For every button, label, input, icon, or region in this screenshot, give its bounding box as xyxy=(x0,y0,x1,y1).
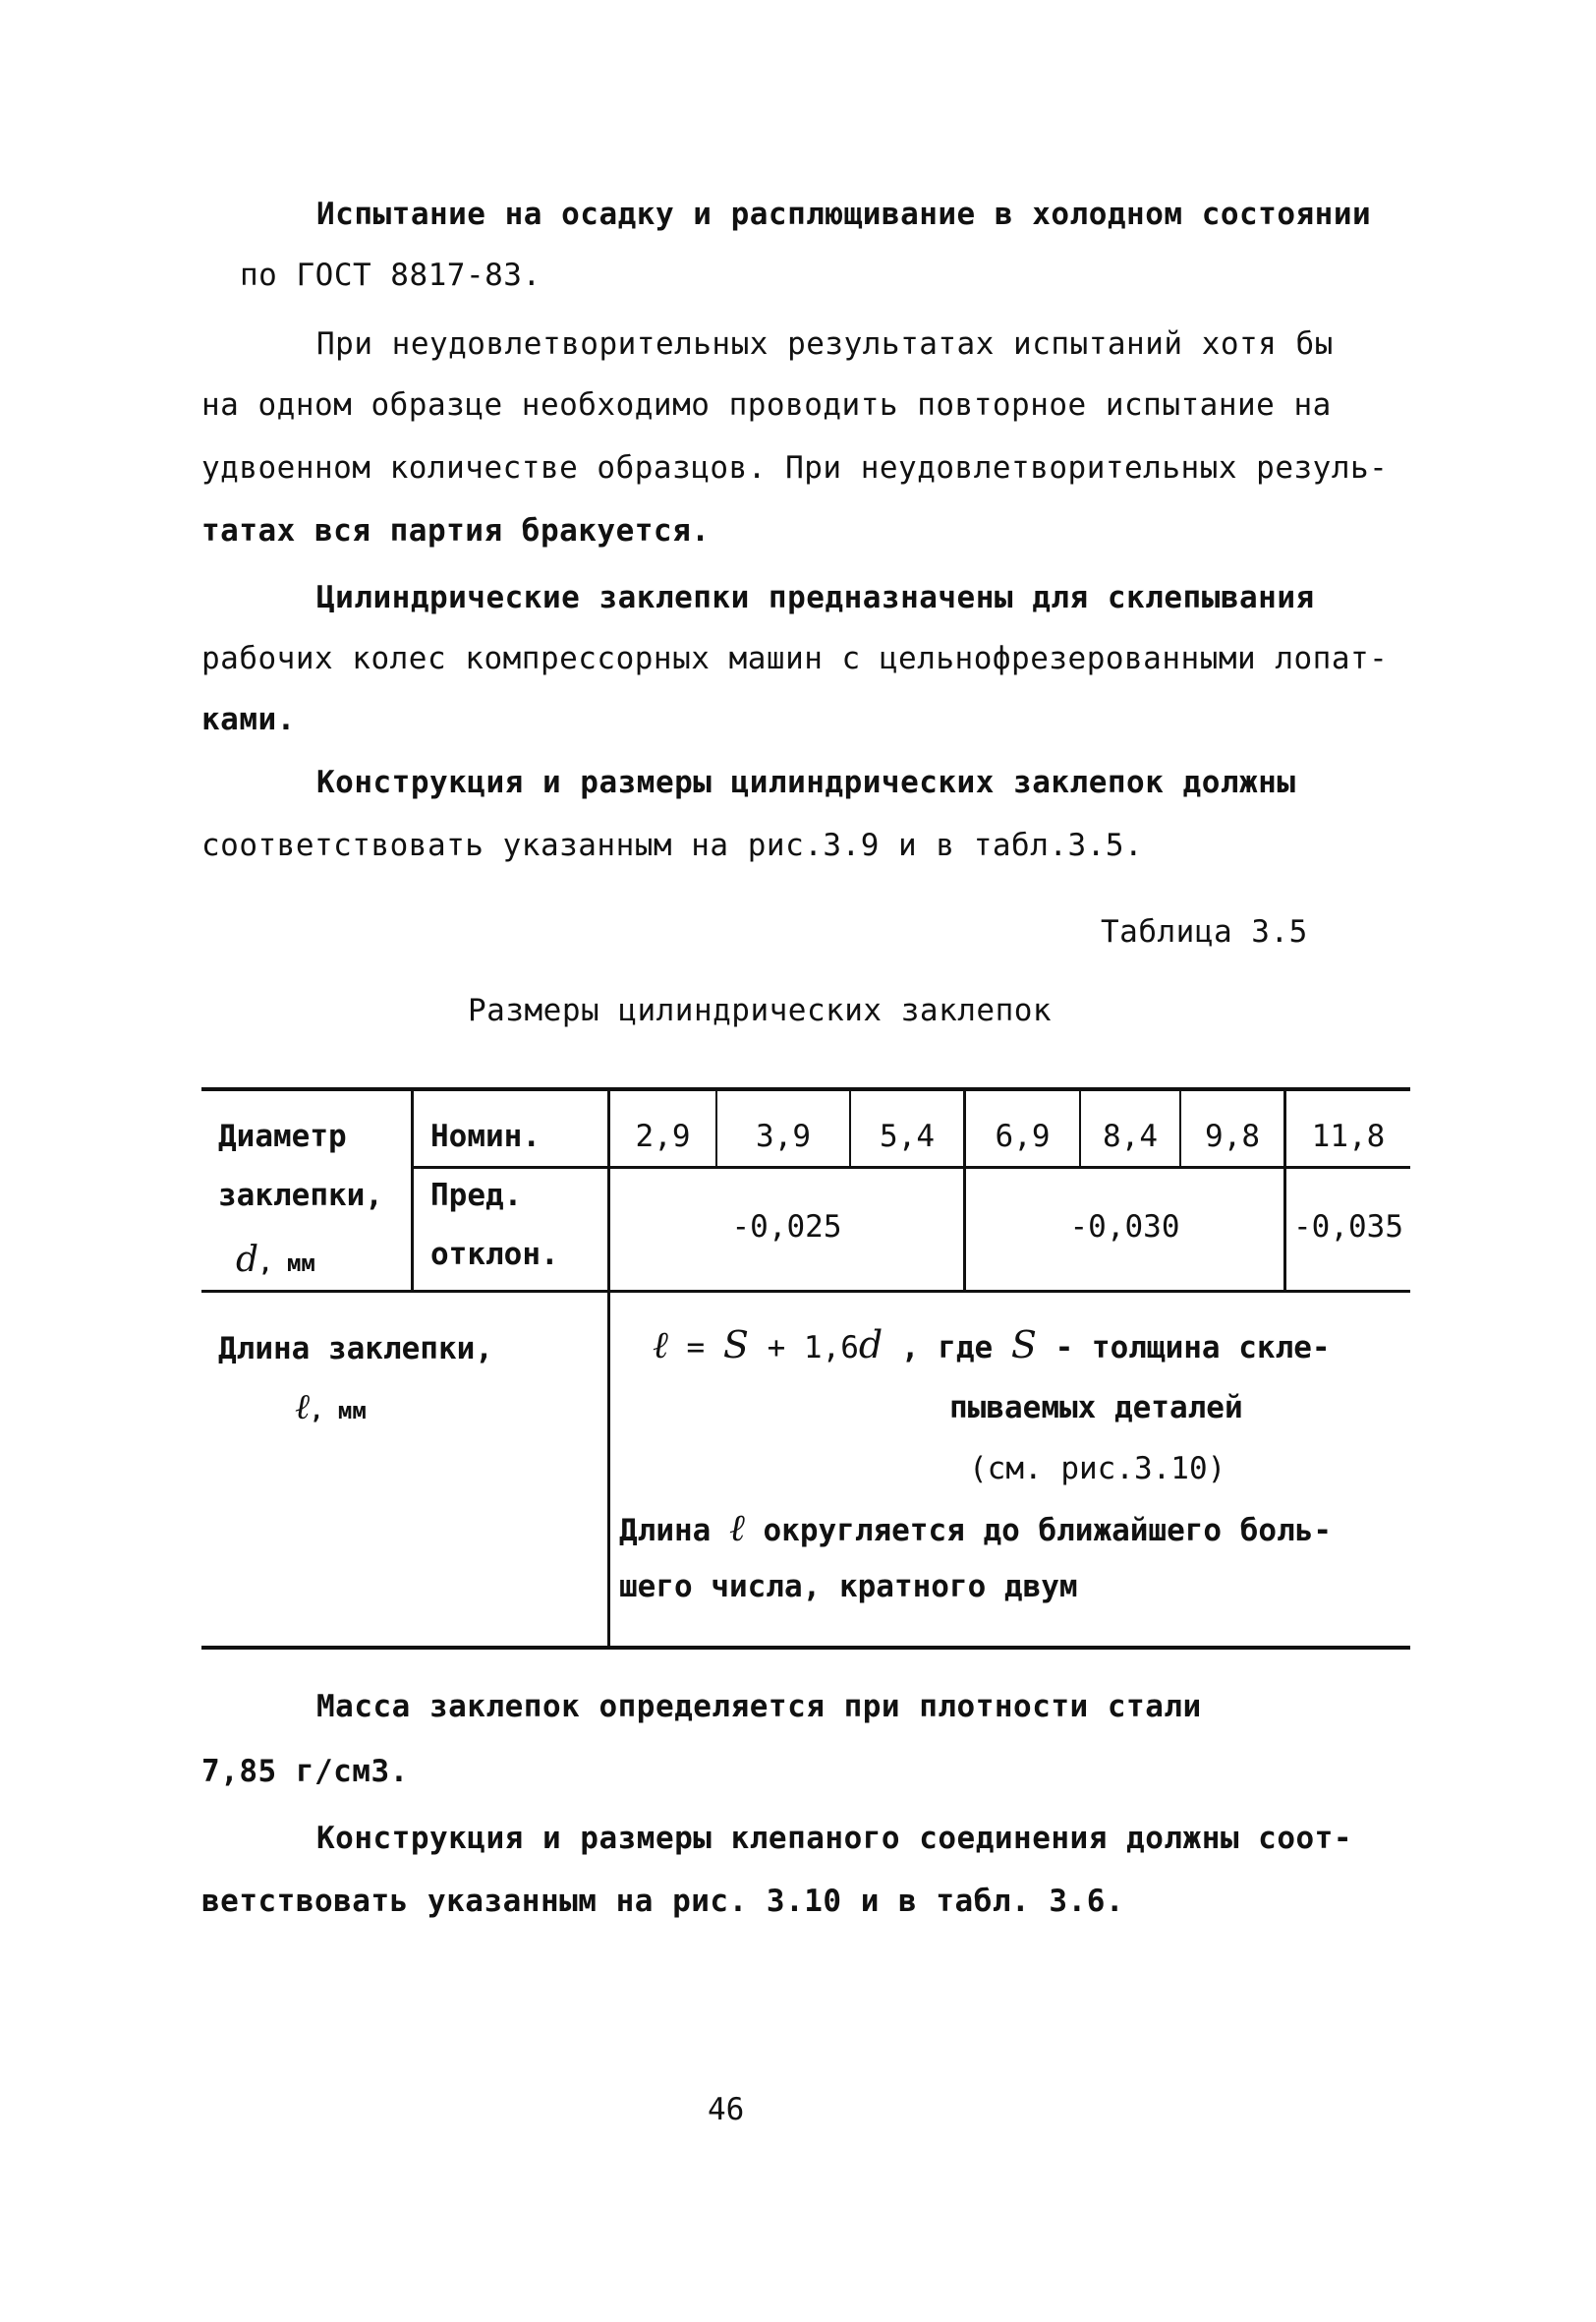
length-symbol: ℓ xyxy=(295,1387,310,1427)
paragraph-line: татах вся партия бракуется. xyxy=(201,513,711,549)
nominal-value: 3,9 xyxy=(756,1119,811,1154)
paragraph-line: ками. xyxy=(201,702,296,737)
paragraph-line: Масса заклепок определяется при плотности стали xyxy=(316,1689,1202,1724)
paragraph-line: удвоенном количестве образцов. При неудовлетворительных резуль- xyxy=(201,450,1389,486)
table-col-divider xyxy=(411,1087,414,1292)
nominal-value: 11,8 xyxy=(1311,1119,1386,1154)
formula-description: пываемых деталей xyxy=(949,1390,1243,1425)
table-caption: Размеры цилиндрических заклепок xyxy=(468,993,1053,1028)
nominal-value: 2,9 xyxy=(635,1119,691,1154)
nominal-value: 6,9 xyxy=(995,1119,1051,1154)
deviation-label: отклон. xyxy=(430,1237,559,1272)
nominal-value: 5,4 xyxy=(880,1119,935,1154)
paragraph-line: рабочих колес компрессорных машин с цельнофрезерованными лопат- xyxy=(201,641,1389,676)
formula-reference: (см. рис.3.10) xyxy=(969,1451,1226,1486)
unit-label: , мм xyxy=(310,1397,367,1424)
deviation-value: -0,030 xyxy=(1069,1209,1180,1245)
length-symbol: ℓ xyxy=(729,1506,745,1549)
unit-label: , мм xyxy=(258,1249,315,1277)
formula-description: - толщина скле- xyxy=(1054,1330,1331,1365)
length-formula xyxy=(653,1325,1331,1367)
table-number: Таблица 3.5 xyxy=(1101,914,1308,950)
table-top-border xyxy=(201,1087,1410,1091)
table-row-header-unit xyxy=(236,1241,315,1283)
paragraph-line: Конструкция и размеры клепаного соединения должны соот- xyxy=(316,1821,1352,1856)
length-symbol: ℓ xyxy=(653,1323,668,1366)
table-row-header: Длина заклепки, xyxy=(218,1331,493,1366)
formula-equals: = xyxy=(686,1330,706,1365)
paragraph-line: по ГОСТ 8817-83. xyxy=(240,258,542,293)
page-number: 46 xyxy=(708,2092,745,2127)
paragraph-line: 7,85 г/см3. xyxy=(201,1754,409,1789)
table-bottom-border xyxy=(201,1646,1410,1650)
deviation-label: Пред. xyxy=(430,1178,523,1213)
formula-coefficient: + 1,6 xyxy=(767,1330,859,1365)
paragraph-line: соответствовать указанным на рис.3.9 и в табл.3.5. xyxy=(201,828,1144,863)
table-row-header: заклепки, xyxy=(218,1178,383,1213)
deviation-value: -0,025 xyxy=(731,1209,842,1245)
thickness-symbol: S xyxy=(722,1323,749,1366)
table-row-divider xyxy=(201,1290,1410,1293)
diameter-symbol: d xyxy=(858,1323,884,1366)
rounding-note xyxy=(619,1508,1332,1550)
table-row-header: Диаметр xyxy=(218,1119,347,1154)
paragraph-line: на одном образце необходимо проводить повторное испытание на xyxy=(201,387,1332,423)
paragraph-line: Цилиндрические заклепки предназначены для склепывания xyxy=(316,580,1315,615)
rounding-note: шего числа, кратного двум xyxy=(619,1569,1078,1604)
paragraph-line: Испытание на осадку и расплющивание в холодном состоянии xyxy=(316,197,1372,232)
deviation-value: -0,035 xyxy=(1293,1209,1403,1245)
nominal-label: Номин. xyxy=(430,1119,541,1154)
formula-where: , где xyxy=(900,1330,994,1365)
paragraph-line: Конструкция и размеры цилиндрических заклепок должны xyxy=(316,765,1296,800)
table-col-divider xyxy=(607,1087,610,1648)
nominal-value: 8,4 xyxy=(1103,1119,1158,1154)
paragraph-line: ветствовать указанным на рис. 3.10 и в табл. 3.6. xyxy=(201,1884,1125,1919)
thickness-symbol: S xyxy=(1010,1323,1037,1366)
diameter-symbol: d xyxy=(236,1240,259,1280)
paragraph-line: При неудовлетворительных результатах испытаний хотя бы xyxy=(316,326,1334,362)
table-row-header-unit xyxy=(295,1388,367,1430)
nominal-value: 9,8 xyxy=(1205,1119,1260,1154)
rounding-text: Длина xyxy=(619,1513,712,1548)
rounding-text: округляется до ближайшего боль- xyxy=(763,1513,1333,1548)
table-row-divider xyxy=(413,1166,1410,1169)
